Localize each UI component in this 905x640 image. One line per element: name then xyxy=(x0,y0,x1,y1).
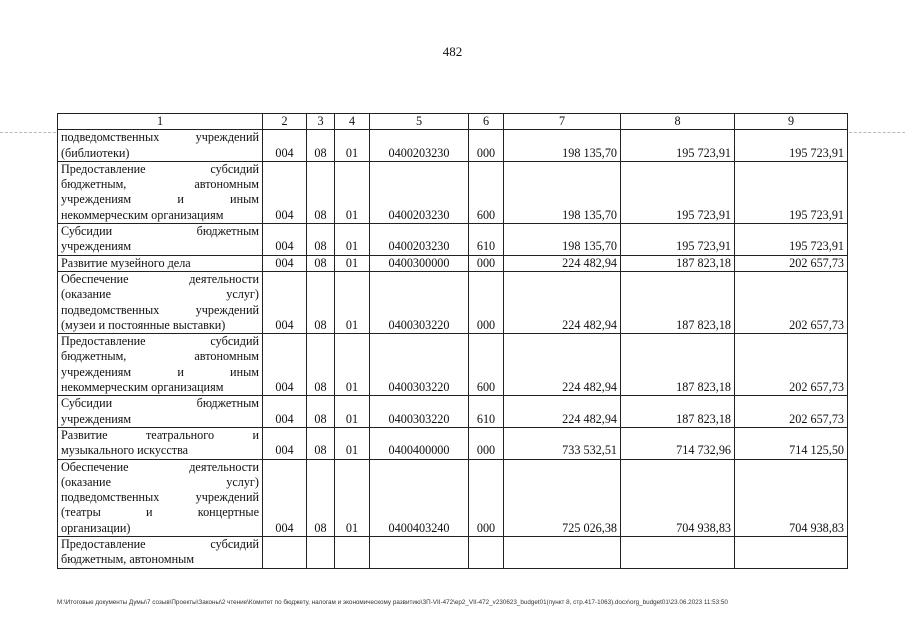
section-code-cell: 004 xyxy=(263,427,307,459)
amount-2025-cell: 714 125,50 xyxy=(735,427,848,459)
row-name-line: (театры и концертные xyxy=(61,505,259,520)
subsection-code-cell: 08 xyxy=(307,130,335,162)
section-code-cell: 004 xyxy=(263,271,307,333)
subsection-code-cell: 08 xyxy=(307,224,335,256)
amount-2024-cell: 187 823,18 xyxy=(621,271,735,333)
subgroup-code-cell: 01 xyxy=(335,459,370,536)
row-name-cell xyxy=(58,224,263,256)
subgroup-code-cell: 01 xyxy=(335,396,370,428)
row-name-line: (библиотеки) xyxy=(61,145,130,160)
row-name-cell xyxy=(58,396,263,428)
target-article-cell xyxy=(370,537,469,569)
amount-2025-cell: 202 657,73 xyxy=(735,271,848,333)
row-name-line: подведомственных учреждений xyxy=(61,302,259,317)
target-article-cell: 0400303220 xyxy=(370,334,469,396)
amount-2024-cell: 187 823,18 xyxy=(621,396,735,428)
subsection-code-cell: 08 xyxy=(307,271,335,333)
header-col-7: 7 xyxy=(504,114,621,130)
amount-2024-cell: 187 823,18 xyxy=(621,255,735,271)
expense-type-cell: 610 xyxy=(469,224,504,256)
expense-type-cell: 000 xyxy=(469,427,504,459)
section-code-cell xyxy=(263,537,307,569)
file-path-footer: M:\Итоговые документы Думы\7 созыв\Проекты\Законы\2 чтение\Комитет по бюджету, налогам и экономическому развитию\ЗП-VII-472\ер2_VII-472_v230623_budget01(пункт 8, стр.417-1063).docx\org_budget01\23.06.2023 11:53:50 xyxy=(57,599,728,606)
header-col-4: 4 xyxy=(335,114,370,130)
target-article-cell: 0400400000 xyxy=(370,427,469,459)
subsection-code-cell: 08 xyxy=(307,427,335,459)
target-article-cell: 0400203230 xyxy=(370,224,469,256)
row-name-line: Субсидии бюджетным xyxy=(61,396,259,411)
row-name-cell xyxy=(58,334,263,396)
table-row xyxy=(58,224,848,256)
table-row xyxy=(58,130,848,162)
table-row xyxy=(58,396,848,428)
subsection-code-cell: 08 xyxy=(307,396,335,428)
table-row xyxy=(58,271,848,333)
row-name-line: учреждениям xyxy=(61,411,132,426)
margin-dash-left xyxy=(0,132,56,133)
header-col-1: 1 xyxy=(58,114,263,130)
subsection-code-cell: 08 xyxy=(307,161,335,223)
amount-2024-cell: 714 732,96 xyxy=(621,427,735,459)
table-row xyxy=(58,255,848,271)
table-row xyxy=(58,334,848,396)
row-name-line: учреждениям и иным xyxy=(61,364,259,379)
row-name-cell xyxy=(58,537,263,569)
row-name-line: учреждениям xyxy=(61,239,132,254)
row-name-cell xyxy=(58,255,263,271)
subsection-code-cell: 08 xyxy=(307,334,335,396)
subsection-code-cell xyxy=(307,537,335,569)
amount-2023-cell xyxy=(504,537,621,569)
header-row xyxy=(58,114,848,130)
row-name-cell xyxy=(58,459,263,536)
row-name-cell xyxy=(58,427,263,459)
expense-type-cell: 600 xyxy=(469,334,504,396)
amount-2023-cell: 224 482,94 xyxy=(504,255,621,271)
row-name-line: музыкального искусства xyxy=(61,443,189,458)
subgroup-code-cell: 01 xyxy=(335,161,370,223)
amount-2023-cell: 224 482,94 xyxy=(504,271,621,333)
row-name-line: бюджетным, автономным xyxy=(61,552,195,567)
row-name-line: организации) xyxy=(61,520,131,535)
header-col-6: 6 xyxy=(469,114,504,130)
section-code-cell: 004 xyxy=(263,255,307,271)
target-article-cell: 0400300000 xyxy=(370,255,469,271)
row-name-line: Обеспечение деятельности xyxy=(61,459,259,474)
margin-dash-right xyxy=(849,132,905,133)
table-row xyxy=(58,537,848,569)
section-code-cell: 004 xyxy=(263,396,307,428)
subgroup-code-cell: 01 xyxy=(335,224,370,256)
row-name-cell xyxy=(58,130,263,162)
header-col-3: 3 xyxy=(307,114,335,130)
amount-2025-cell: 195 723,91 xyxy=(735,161,848,223)
amount-2024-cell: 187 823,18 xyxy=(621,334,735,396)
amount-2025-cell: 195 723,91 xyxy=(735,224,848,256)
row-name-line: подведомственных учреждений xyxy=(61,130,259,145)
amount-2024-cell: 195 723,91 xyxy=(621,161,735,223)
header-col-2: 2 xyxy=(263,114,307,130)
section-code-cell: 004 xyxy=(263,459,307,536)
row-name-cell xyxy=(58,161,263,223)
amount-2024-cell xyxy=(621,537,735,569)
subgroup-code-cell: 01 xyxy=(335,427,370,459)
subgroup-code-cell: 01 xyxy=(335,255,370,271)
amount-2025-cell: 195 723,91 xyxy=(735,130,848,162)
subgroup-code-cell: 01 xyxy=(335,130,370,162)
subsection-code-cell: 08 xyxy=(307,255,335,271)
row-name-line: учреждениям и иным xyxy=(61,192,259,207)
row-name-line: подведомственных учреждений xyxy=(61,490,259,505)
table-row xyxy=(58,459,848,536)
header-col-8: 8 xyxy=(621,114,735,130)
row-name-line: бюджетным, автономным xyxy=(61,349,259,364)
amount-2023-cell: 224 482,94 xyxy=(504,396,621,428)
amount-2025-cell: 202 657,73 xyxy=(735,396,848,428)
target-article-cell: 0400303220 xyxy=(370,396,469,428)
row-name-line: Развитие музейного дела xyxy=(61,255,191,270)
row-name-line: Предоставление субсидий xyxy=(61,537,259,552)
row-name-line: (оказание услуг) xyxy=(61,474,259,489)
row-name-line: некоммерческим организациям xyxy=(61,380,224,395)
row-name-line: Предоставление субсидий xyxy=(61,334,259,349)
header-col-5: 5 xyxy=(370,114,469,130)
amount-2023-cell: 725 026,38 xyxy=(504,459,621,536)
section-code-cell: 004 xyxy=(263,130,307,162)
table-body xyxy=(58,130,848,568)
page-number: 482 xyxy=(442,44,463,59)
target-article-cell: 0400303220 xyxy=(370,271,469,333)
target-article-cell: 0400403240 xyxy=(370,459,469,536)
row-name-line: Предоставление субсидий xyxy=(61,161,259,176)
amount-2024-cell: 704 938,83 xyxy=(621,459,735,536)
amount-2025-cell: 704 938,83 xyxy=(735,459,848,536)
expense-type-cell: 610 xyxy=(469,396,504,428)
expense-type-cell xyxy=(469,537,504,569)
row-name-line: бюджетным, автономным xyxy=(61,177,259,192)
expense-type-cell: 000 xyxy=(469,255,504,271)
table-row xyxy=(58,161,848,223)
amount-2025-cell xyxy=(735,537,848,569)
row-name-line: Развитие театрального и xyxy=(61,427,259,442)
expense-type-cell: 000 xyxy=(469,130,504,162)
row-name-line: Обеспечение деятельности xyxy=(61,271,259,286)
amount-2024-cell: 195 723,91 xyxy=(621,224,735,256)
amount-2023-cell: 198 135,70 xyxy=(504,130,621,162)
row-name-line: (оказание услуг) xyxy=(61,287,259,302)
amount-2024-cell: 195 723,91 xyxy=(621,130,735,162)
target-article-cell: 0400203230 xyxy=(370,130,469,162)
target-article-cell: 0400203230 xyxy=(370,161,469,223)
section-code-cell: 004 xyxy=(263,161,307,223)
subgroup-code-cell: 01 xyxy=(335,334,370,396)
amount-2023-cell: 198 135,70 xyxy=(504,224,621,256)
amount-2023-cell: 198 135,70 xyxy=(504,161,621,223)
row-name-line: (музеи и постоянные выставки) xyxy=(61,317,226,332)
section-code-cell: 004 xyxy=(263,334,307,396)
amount-2025-cell: 202 657,73 xyxy=(735,334,848,396)
expense-type-cell: 000 xyxy=(469,459,504,536)
section-code-cell: 004 xyxy=(263,224,307,256)
expense-type-cell: 600 xyxy=(469,161,504,223)
amount-2025-cell: 202 657,73 xyxy=(735,255,848,271)
expense-type-cell: 000 xyxy=(469,271,504,333)
subgroup-code-cell: 01 xyxy=(335,271,370,333)
amount-2023-cell: 224 482,94 xyxy=(504,334,621,396)
row-name-line: некоммерческим организациям xyxy=(61,207,224,222)
subgroup-code-cell xyxy=(335,537,370,569)
table-row xyxy=(58,427,848,459)
row-name-line: Субсидии бюджетным xyxy=(61,224,259,239)
budget-table xyxy=(57,113,848,569)
header-col-9: 9 xyxy=(735,114,848,130)
subsection-code-cell: 08 xyxy=(307,459,335,536)
row-name-cell xyxy=(58,271,263,333)
amount-2023-cell: 733 532,51 xyxy=(504,427,621,459)
